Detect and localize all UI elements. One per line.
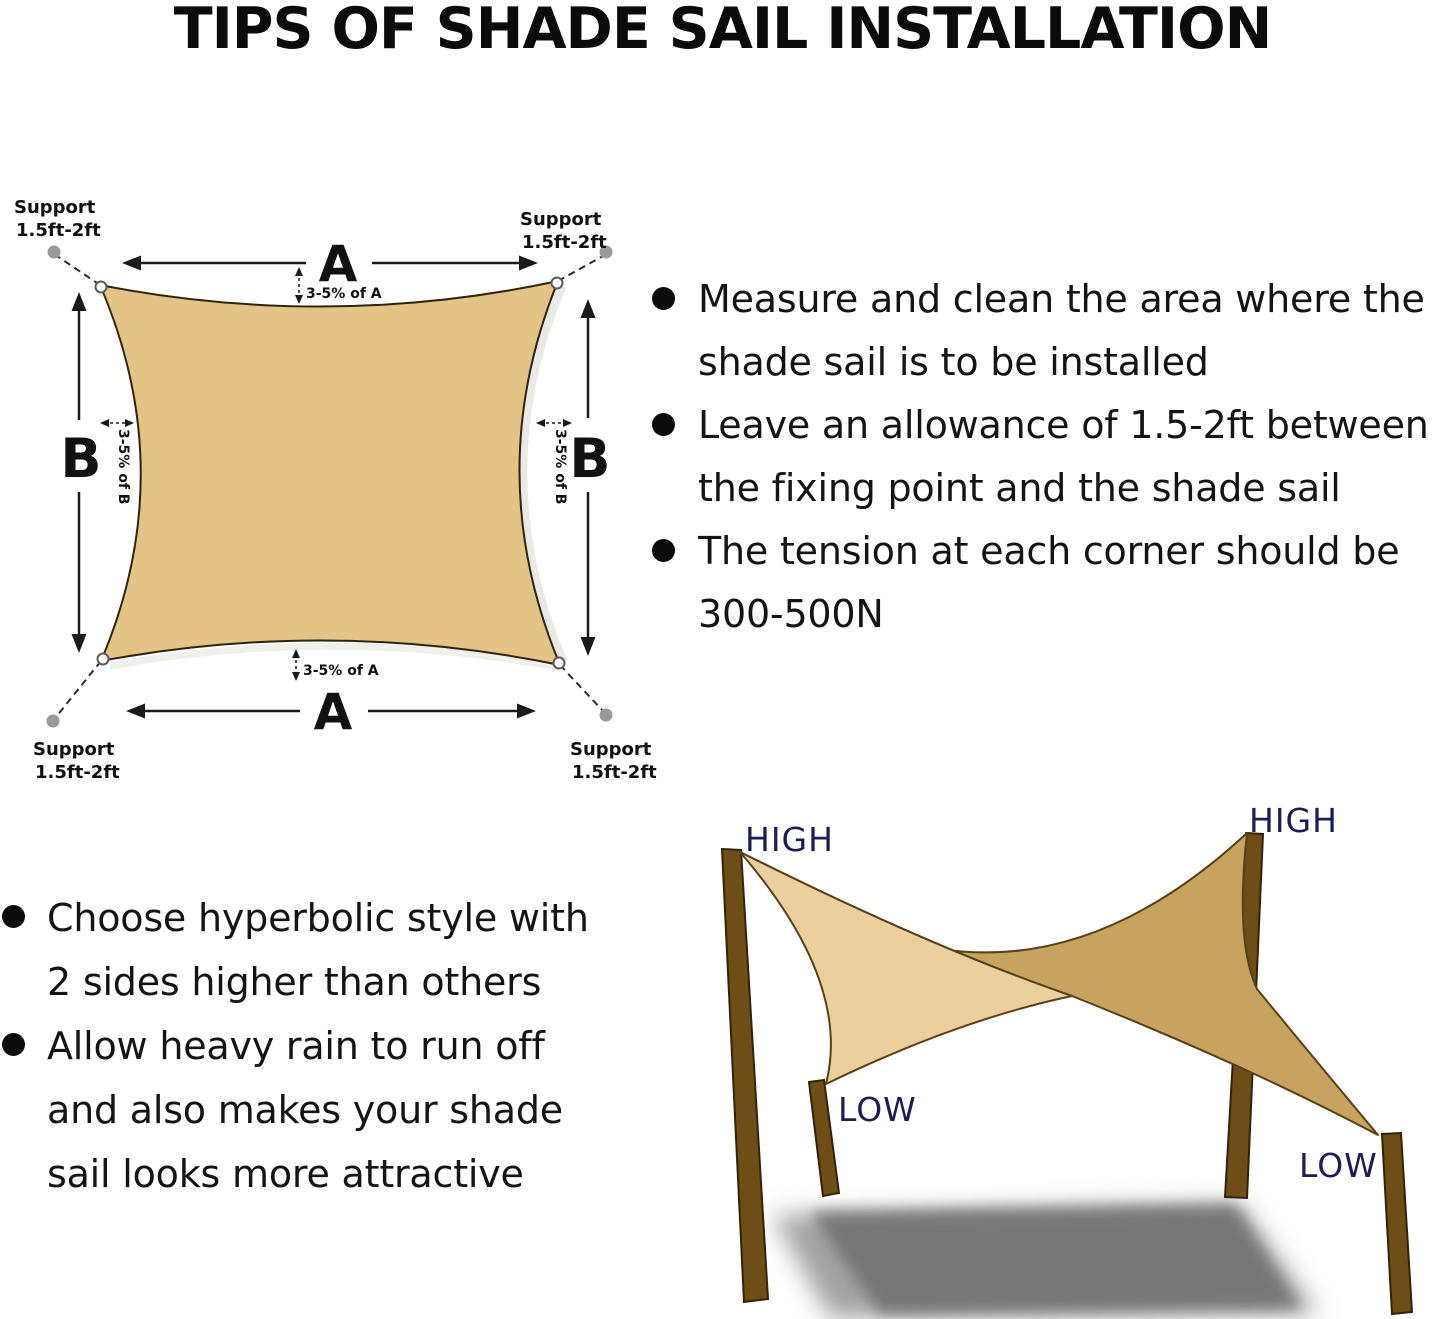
instruction-line: the fixing point and the shade sail <box>698 466 1341 510</box>
measurement-diagram <box>0 180 665 800</box>
arrowhead-down-icon <box>72 634 87 653</box>
side-b-label-left: B <box>60 427 102 490</box>
support-distance: 1.5ft-2ft <box>522 232 607 253</box>
sag-a-label-top: 3-5% of A <box>306 286 382 302</box>
bullet-icon <box>652 287 675 310</box>
bullet-icon <box>652 539 675 562</box>
high-label-left: HIGH <box>745 820 834 859</box>
support-label: Support <box>570 739 652 760</box>
bullet-icon <box>2 1033 25 1056</box>
sag-b-label-right: 3-5% of B <box>552 429 568 505</box>
side-a-label-bottom: A <box>313 683 353 741</box>
arrowhead-right-icon <box>517 704 536 719</box>
arrowhead-right-icon <box>519 256 538 271</box>
arrowhead-left-icon <box>122 256 141 271</box>
style-tips-list <box>2 886 642 1206</box>
support-distance: 1.5ft-2ft <box>572 762 657 783</box>
instructions-list <box>652 268 1445 646</box>
arrowhead-up-icon <box>581 299 596 318</box>
style-tip-line: sail looks more attractive <box>47 1152 524 1196</box>
style-tip-line: and also makes your shade <box>47 1088 563 1132</box>
low-label-left: LOW <box>838 1090 917 1129</box>
bullet-icon <box>2 905 25 928</box>
sag-a-label-bottom: 3-5% of A <box>303 663 379 679</box>
support-distance: 1.5ft-2ft <box>35 762 120 783</box>
instruction-line: 300-500N <box>698 592 884 636</box>
post-high-left <box>722 849 768 1302</box>
list-item <box>652 394 1445 520</box>
support-dot <box>47 715 60 728</box>
post-low-right <box>1382 1133 1412 1314</box>
support-distance: 1.5ft-2ft <box>16 220 101 241</box>
support-label: Support <box>14 197 96 218</box>
bullet-icon <box>652 413 675 436</box>
arrowhead-left-icon <box>126 704 145 719</box>
high-label-right: HIGH <box>1249 801 1338 840</box>
arrowhead-up-icon <box>72 292 87 311</box>
support-dot <box>48 246 61 259</box>
shade-sail-shape <box>100 281 560 665</box>
support-label: Support <box>33 739 115 760</box>
sag-b-label-left: 3-5% of B <box>115 429 131 505</box>
style-tip-line: Allow heavy rain to run off <box>47 1024 545 1068</box>
low-label-right: LOW <box>1299 1146 1378 1185</box>
post-low-left <box>809 1080 839 1196</box>
list-item <box>652 520 1445 646</box>
page-title: TIPS OF SHADE SAIL INSTALLATION <box>173 0 1272 62</box>
support-label: Support <box>520 209 602 230</box>
style-tip-line: Choose hyperbolic style with <box>47 896 589 940</box>
support-dot <box>600 709 613 722</box>
instruction-line: shade sail is to be installed <box>698 340 1209 384</box>
list-item <box>652 268 1445 394</box>
ground-shadow-core <box>810 1205 1300 1314</box>
grommet-icon <box>98 654 109 665</box>
grommet-icon <box>96 282 107 293</box>
list-item <box>2 886 642 1014</box>
hyperbolic-installation-illustration <box>690 795 1445 1319</box>
instruction-line: Measure and clean the area where the <box>698 277 1425 321</box>
instruction-line: Leave an allowance of 1.5-2ft between <box>698 403 1429 447</box>
list-item <box>2 1014 642 1206</box>
style-tip-line: 2 sides higher than others <box>47 960 542 1004</box>
grommet-icon <box>554 658 565 669</box>
side-a-label-top: A <box>318 235 358 293</box>
instruction-line: The tension at each corner should be <box>698 529 1400 573</box>
side-b-label-right: B <box>569 427 611 490</box>
grommet-icon <box>552 278 563 289</box>
arrowhead-down-icon <box>581 637 596 656</box>
